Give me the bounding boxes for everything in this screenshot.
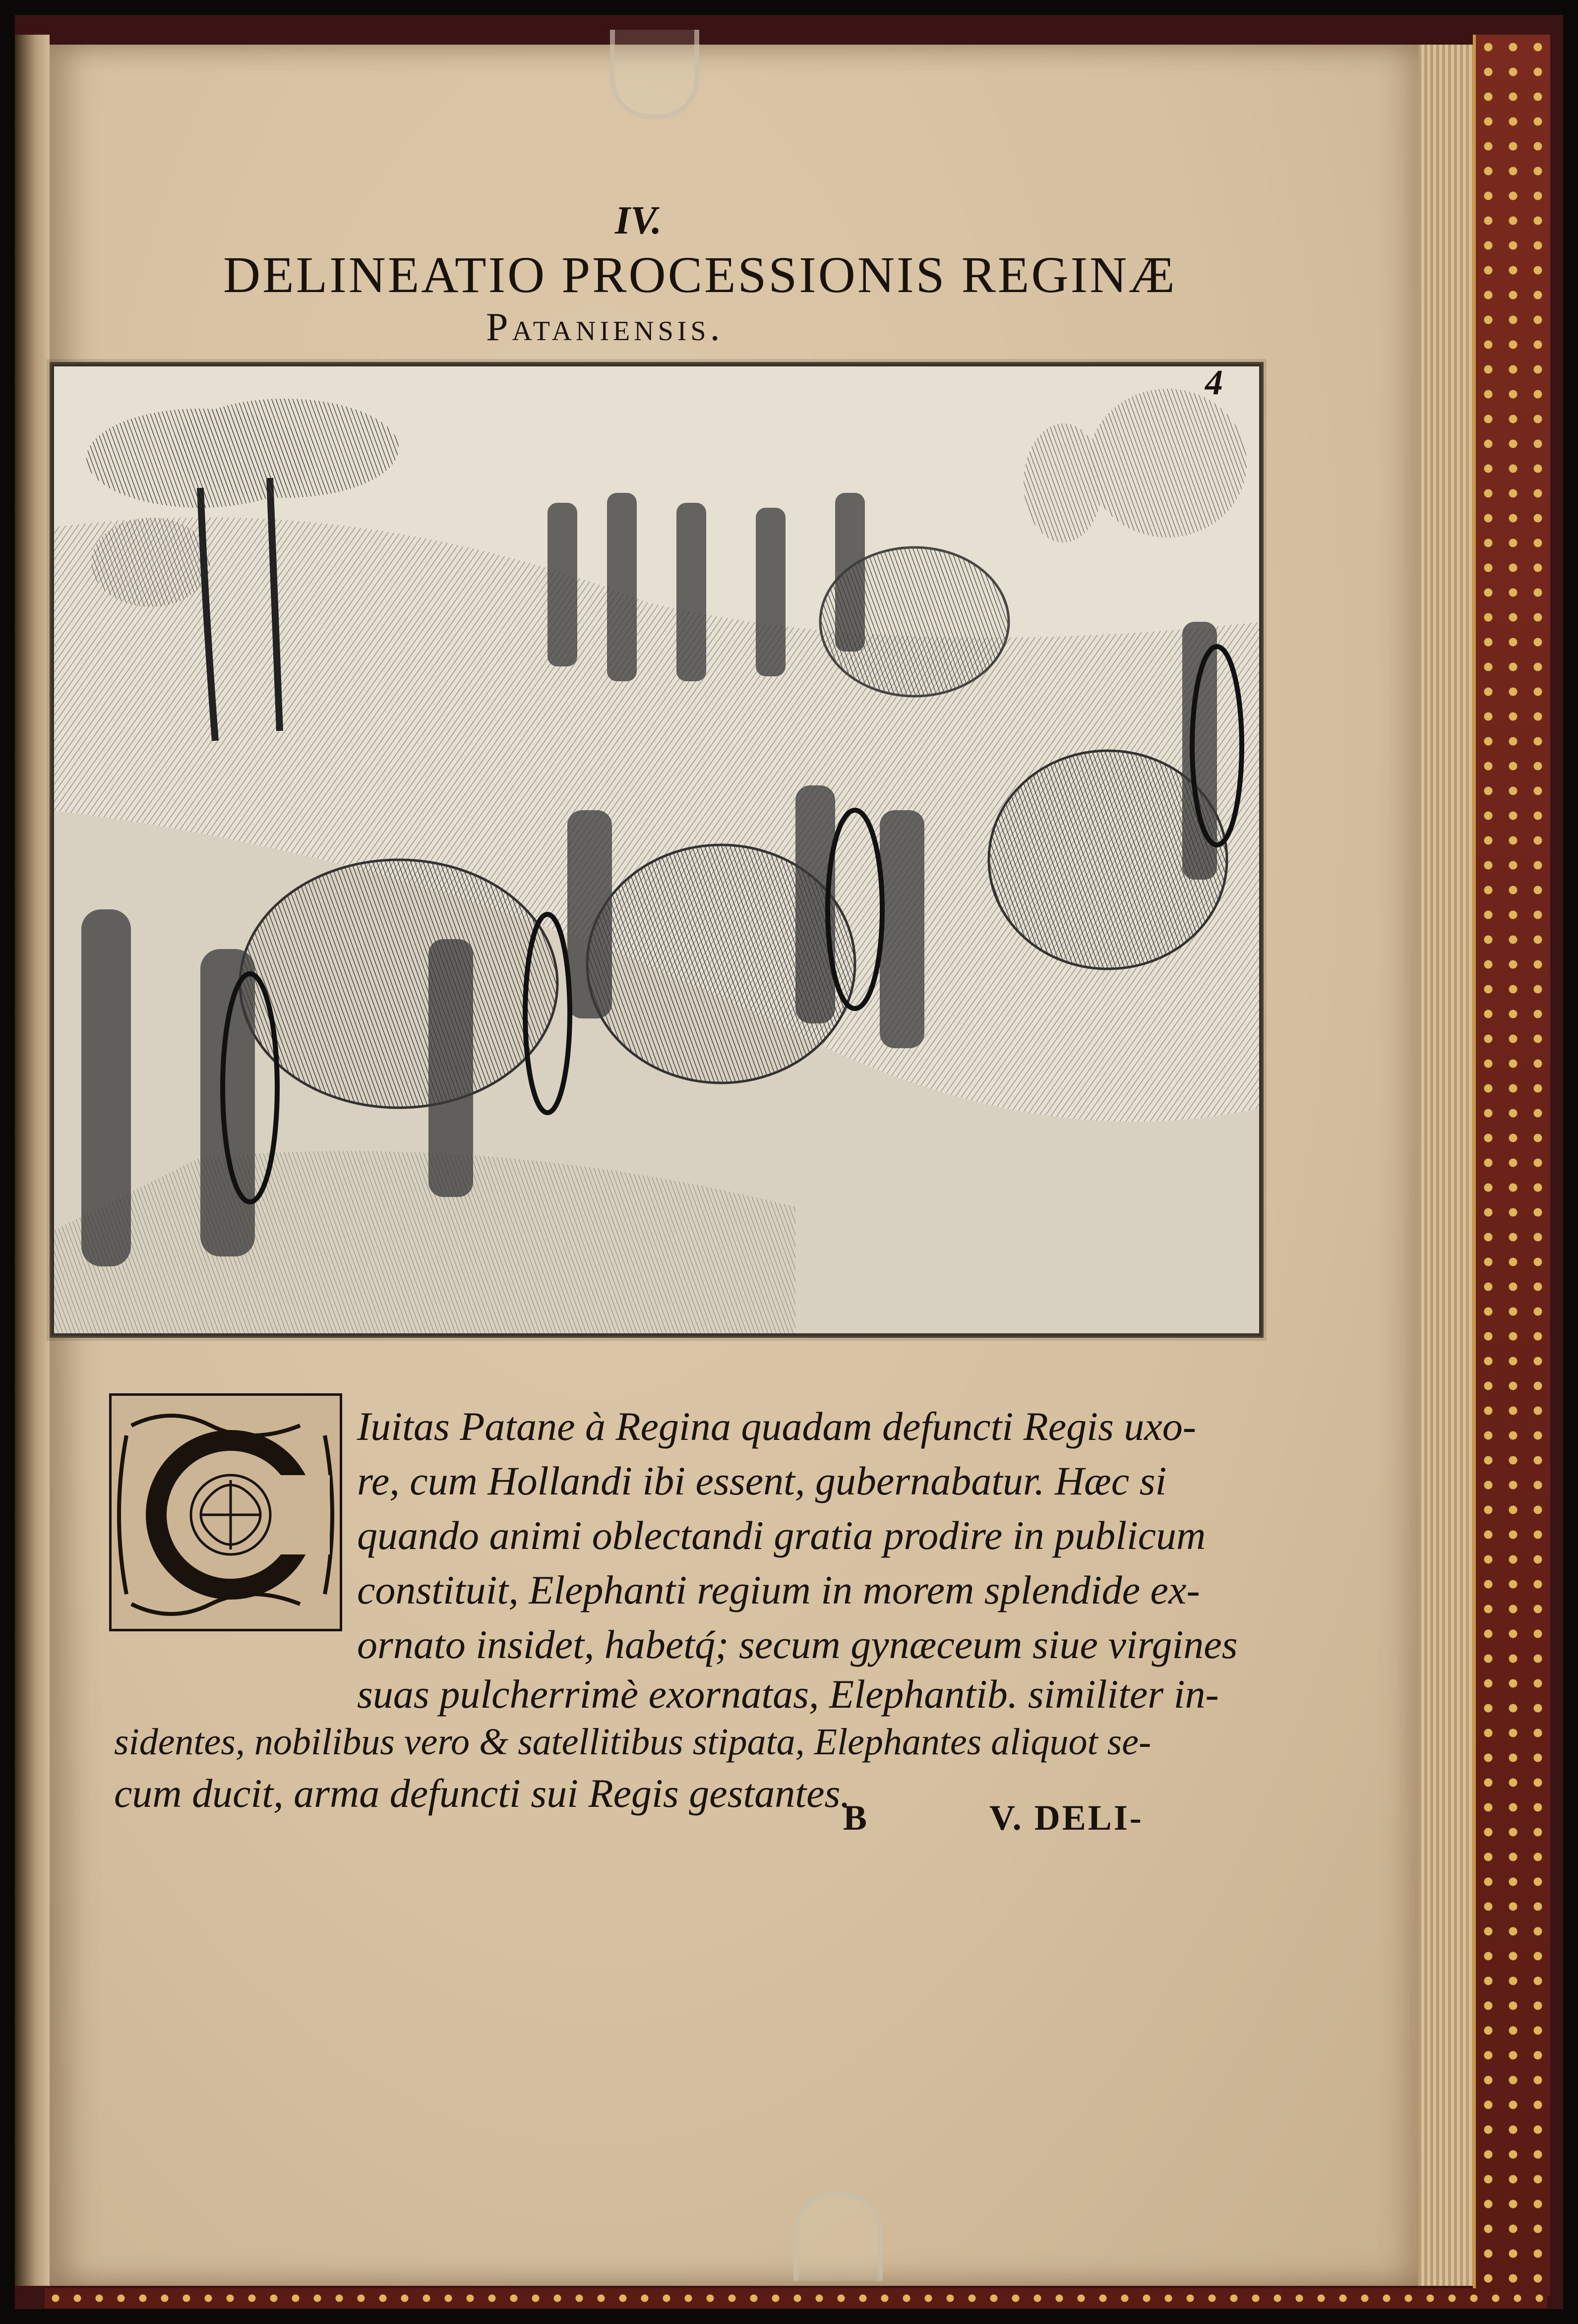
signature-mark: B	[843, 1798, 867, 1838]
decorated-initial-c	[109, 1393, 342, 1631]
body-line-2: re, cum Hollandi ibi essent, gubernabatur. Hæc si	[357, 1458, 1167, 1503]
left-page-edge	[15, 35, 50, 2286]
plate-title: DELINEATIO PROCESSIONIS REGINÆ	[223, 246, 1177, 303]
body-line-1: Iuitas Patane à Regina quadam defuncti Regis uxo-	[357, 1404, 1197, 1449]
body-line-3: quando animi oblectandi gratia prodire in publicum	[357, 1513, 1206, 1558]
book-clip-bottom	[793, 2192, 883, 2281]
body-line-5: ornato insidet, habetq́; secum gynæceum siue virgines	[357, 1622, 1238, 1667]
page-edges	[1418, 45, 1473, 2286]
body-line-4: constituit, Elephanti regium in morem splendide ex-	[357, 1567, 1200, 1612]
gilt-bottom-border	[45, 2288, 1547, 2308]
engraving-procession-image	[50, 362, 1264, 1338]
book-clip-top	[610, 30, 699, 119]
plate-subtitle: Pataniensis.	[486, 305, 724, 349]
body-line-6: suas pulcherrimè exornatas, Elephantib. similiter in-	[357, 1671, 1219, 1717]
body-line-7: sidentes, nobilibus vero & satellitibus stipata, Elephantes aliquot se-	[114, 1721, 1152, 1763]
gilt-cover-border	[1473, 35, 1550, 2296]
catchword: V. DELI-	[989, 1798, 1144, 1838]
body-line-8: cum ducit, arma defuncti sui Regis gestantes.	[114, 1771, 850, 1816]
plate-number: IV.	[615, 199, 662, 242]
plate-corner-number: 4	[1205, 362, 1223, 402]
